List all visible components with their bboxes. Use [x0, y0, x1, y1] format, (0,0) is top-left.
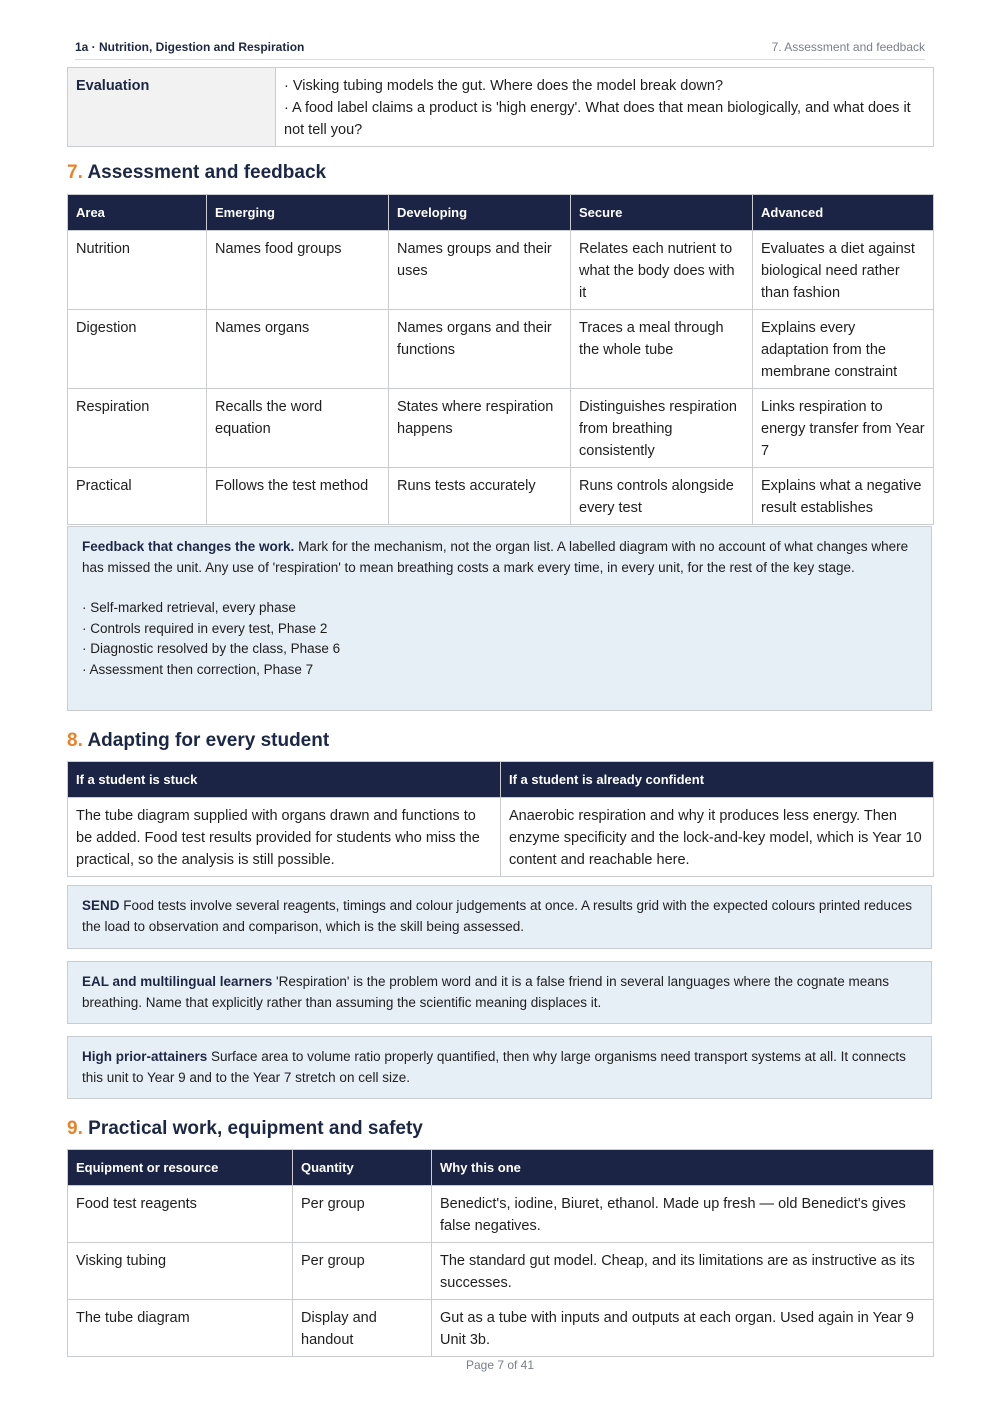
callout-lead: EAL and multilingual learners [82, 974, 273, 989]
callout-lead: Feedback that changes the work. [82, 539, 295, 554]
section-number: 7. [67, 162, 83, 183]
table-cell: Runs controls alongside every test [571, 468, 753, 525]
table-cell: Distinguishes respiration from breathing consistently [571, 389, 753, 468]
send-callout [67, 885, 932, 949]
table-row [68, 310, 934, 389]
column-header: If a student is stuck [68, 762, 501, 798]
table-cell: Evaluates a diet against biological need rather than fashion [753, 231, 934, 310]
table-cell: Visking tubing [68, 1243, 293, 1300]
table-cell: The tube diagram supplied with organs drawn and functions to be added. Food test results provided for students who miss the practical, so the analysis is still possible. [68, 798, 501, 877]
section-number: 8. [67, 730, 83, 751]
section-9-title [67, 1117, 423, 1141]
table-cell: Names organs and their functions [389, 310, 571, 389]
table-cell: Practical [68, 468, 207, 525]
list-item: · Diagnostic resolved by the class, Phase 6 [82, 641, 341, 656]
table-cell: The tube diagram [68, 1300, 293, 1357]
table-header-row [68, 1150, 934, 1186]
table-cell: Explains every adaptation from the membrane constraint [753, 310, 934, 389]
table-row [68, 468, 934, 525]
section-heading: Adapting for every student [87, 730, 330, 751]
section-7-title [67, 161, 326, 185]
table-cell: Per group [293, 1186, 432, 1243]
list-item: · Controls required in every test, Phase 2 [82, 620, 328, 636]
column-header: Equipment or resource [68, 1150, 293, 1186]
evaluation-line: · Visking tubing models the gut. Where does the model break down? [284, 78, 724, 94]
table-cell: Display and handout [293, 1300, 432, 1357]
table-row [68, 1300, 934, 1357]
section-number: 9. [67, 1118, 83, 1139]
table-cell: Follows the test method [207, 468, 389, 525]
table-cell: Gut as a tube with inputs and outputs at each organ. Used again in Year 9 Unit 3b. [432, 1300, 934, 1357]
table-cell: Runs tests accurately [389, 468, 571, 525]
callout-text: 'Respiration' is the problem word and it is a false friend in several languages where the cognate means breathing. Name that explicitly rather than assuming the scientific meaning displaces it. [82, 974, 890, 1010]
running-header [75, 37, 925, 60]
feedback-bullets [82, 598, 917, 680]
callout-lead: SEND [82, 898, 120, 913]
section-heading: Assessment and feedback [87, 162, 327, 183]
table-cell: Per group [293, 1243, 432, 1300]
column-header: Quantity [293, 1150, 432, 1186]
table-cell: Explains what a negative result establishes [753, 468, 934, 525]
table-cell: Links respiration to energy transfer from Year 7 [753, 389, 934, 468]
table-row [68, 389, 934, 468]
page-number: Page 7 of 41 [465, 1358, 535, 1372]
column-header: If a student is already confident [501, 762, 934, 798]
list-item: · Assessment then correction, Phase 7 [82, 661, 314, 677]
assessment-table [67, 194, 934, 525]
table-cell: Anaerobic respiration and why it produces less energy. Then enzyme specificity and the lock-and-key model, which is Year 10 content and reachable here. [501, 798, 934, 877]
callout-text: Mark for the mechanism, not the organ list. A labelled diagram with no account of what changes where has missed the unit. Any use of 'respiration' to mean breathing costs a mark every time, in every unit, for the rest of the key stage. [82, 539, 909, 575]
table-header-row [68, 195, 934, 231]
eal-callout [67, 961, 932, 1024]
equipment-table [67, 1149, 934, 1357]
table-cell: Benedict's, iodine, Biuret, ethanol. Made up fresh — old Benedict's gives false negatives. [432, 1186, 934, 1243]
table-cell: Relates each nutrient to what the body does with it [571, 231, 753, 310]
table-row [68, 1186, 934, 1243]
callout-text: Surface area to volume ratio properly quantified, then why large organisms need transport systems at all. It connects this unit to Year 9 and to the Year 7 stretch on cell size. [82, 1049, 906, 1085]
table-row [68, 798, 934, 877]
list-item: · Self-marked retrieval, every phase [82, 600, 296, 615]
table-cell: States where respiration happens [389, 389, 571, 468]
table-cell: Food test reagents [68, 1186, 293, 1243]
high-attainers-callout [67, 1036, 932, 1099]
section-8-title [67, 729, 329, 753]
evaluation-table [67, 67, 934, 147]
callout-text: Food tests involve several reagents, timings and colour judgements at once. A results grid with the expected colours printed reduces the load to observation and comparison, which is the skill being assessed. [82, 898, 912, 934]
column-header: Developing [389, 195, 571, 231]
evaluation-label: Evaluation [68, 68, 276, 147]
column-header: Why this one [432, 1150, 934, 1186]
table-cell: Traces a meal through the whole tube [571, 310, 753, 389]
feedback-paragraph [82, 537, 917, 578]
table-header-row [68, 762, 934, 798]
section-label: 7. Assessment and feedback [771, 40, 925, 54]
table-cell: The standard gut model. Cheap, and its limitations are as instructive as its successes. [432, 1243, 934, 1300]
table-cell: Respiration [68, 389, 207, 468]
callout-lead: High prior-attainers [82, 1049, 208, 1064]
table-row [68, 68, 934, 147]
evaluation-text [276, 68, 934, 147]
table-cell: Names organs [207, 310, 389, 389]
column-header: Secure [571, 195, 753, 231]
table-cell: Digestion [68, 310, 207, 389]
table-cell: Nutrition [68, 231, 207, 310]
table-row [68, 231, 934, 310]
adapting-table [67, 761, 934, 877]
column-header: Emerging [207, 195, 389, 231]
table-cell: Names groups and their uses [389, 231, 571, 310]
table-row [68, 1243, 934, 1300]
table-cell: Recalls the word equation [207, 389, 389, 468]
column-header: Area [68, 195, 207, 231]
unit-title: 1a · Nutrition, Digestion and Respiration [75, 40, 305, 54]
table-cell: Names food groups [207, 231, 389, 310]
section-heading: Practical work, equipment and safety [88, 1118, 423, 1139]
feedback-callout [67, 526, 932, 711]
column-header: Advanced [753, 195, 934, 231]
evaluation-line: · A food label claims a product is 'high energy'. What does that mean biologically, and what does it not tell you? [284, 100, 911, 138]
